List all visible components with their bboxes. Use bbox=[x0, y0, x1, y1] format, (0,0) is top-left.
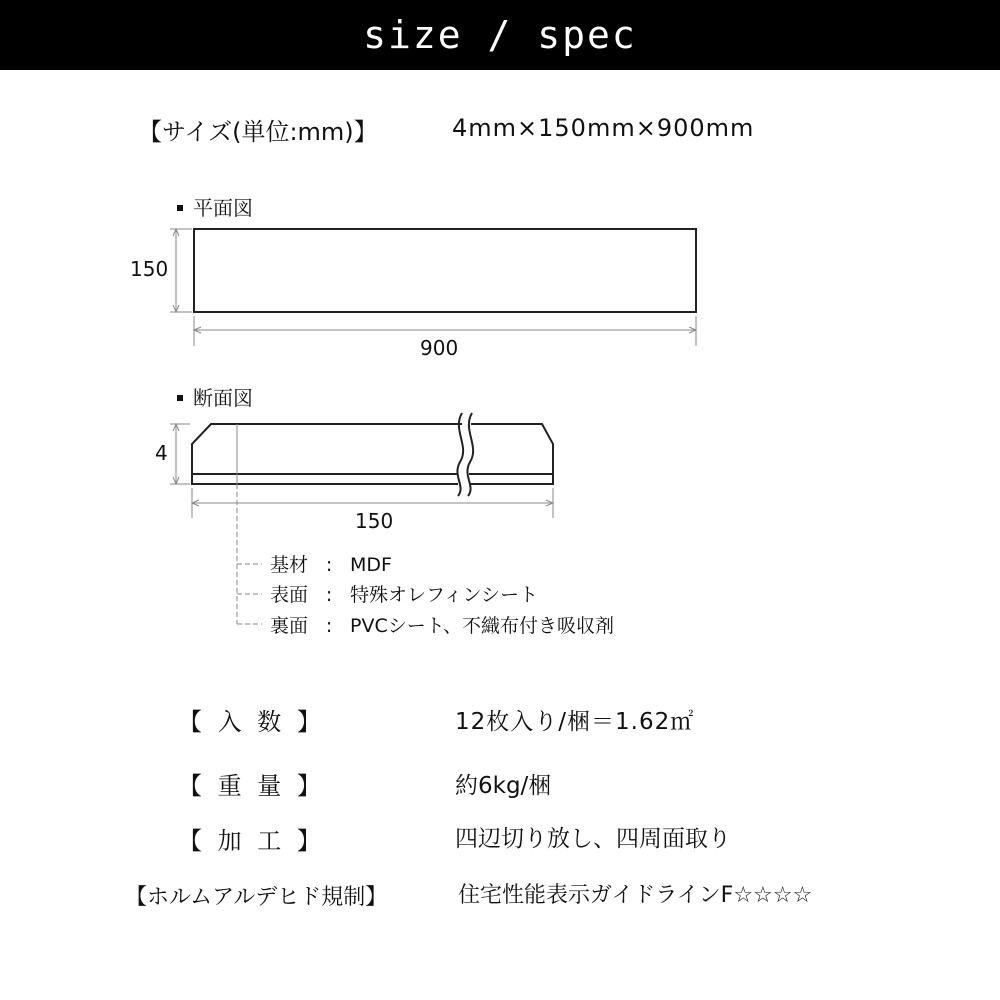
plan-view-label: 平面図 bbox=[193, 196, 253, 220]
page-title: size / spec bbox=[363, 13, 637, 57]
section-view-profile bbox=[192, 413, 553, 496]
pieces-value: 12枚入り/梱＝1.62㎡ bbox=[455, 709, 695, 735]
plan-height-label: 150 bbox=[130, 257, 169, 281]
material-separator: : bbox=[325, 554, 333, 576]
size-label: 【サイズ(単位:mm)】 bbox=[138, 118, 378, 146]
material-core bbox=[270, 550, 392, 577]
section-thickness-label: 4 bbox=[155, 441, 168, 465]
weight-value: 約6kg/梱 bbox=[455, 773, 552, 799]
material-value: MDF bbox=[350, 554, 392, 576]
formaldehyde-value: 住宅性能表示ガイドラインF☆☆☆☆ bbox=[458, 883, 813, 908]
section-thickness-dimension bbox=[170, 424, 190, 484]
size-value: 4mm×150mm×900mm bbox=[452, 114, 755, 142]
plan-view-rectangle bbox=[194, 229, 696, 312]
processing-label: 【 加 工 】 bbox=[178, 827, 325, 855]
material-leader-lines bbox=[237, 484, 262, 624]
material-value: 特殊オレフィンシート bbox=[350, 584, 539, 606]
processing-value: 四辺切り放し、四周面取り bbox=[455, 826, 731, 852]
pieces-label: 【 入 数 】 bbox=[178, 708, 325, 736]
material-separator: : bbox=[325, 615, 333, 637]
material-separator: : bbox=[325, 584, 333, 606]
material-back bbox=[270, 611, 614, 638]
weight-label: 【 重 量 】 bbox=[178, 772, 325, 800]
material-name: 基材 bbox=[270, 554, 309, 576]
material-value: PVCシート、不織布付き吸収剤 bbox=[350, 615, 615, 637]
plan-height-dimension bbox=[170, 229, 192, 312]
material-name: 表面 bbox=[270, 584, 309, 606]
formaldehyde-label: 【ホルムアルデヒド規制】 bbox=[125, 885, 388, 910]
material-surface bbox=[270, 580, 538, 607]
section-view-label: 断面図 bbox=[193, 386, 253, 410]
material-name: 裏面 bbox=[270, 615, 309, 637]
plan-width-label: 900 bbox=[420, 336, 459, 360]
section-width-label: 150 bbox=[355, 509, 394, 533]
